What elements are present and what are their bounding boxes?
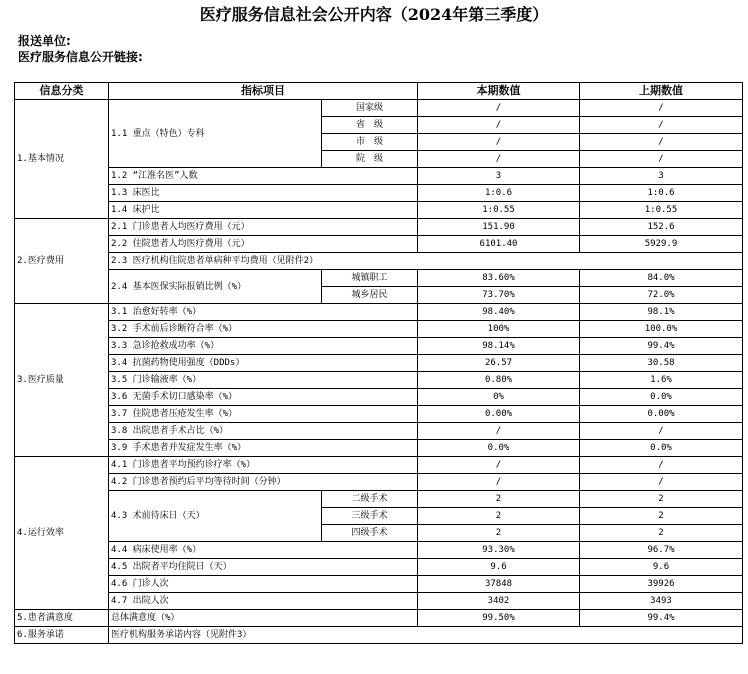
table-row bbox=[15, 440, 743, 457]
previous-value: 99.4% bbox=[580, 338, 743, 355]
table-header-row bbox=[15, 83, 743, 100]
current-value: 26.57 bbox=[418, 355, 580, 372]
table-row bbox=[15, 304, 743, 321]
current-value: 1:0.55 bbox=[418, 202, 580, 219]
previous-value: / bbox=[580, 457, 743, 474]
sub-label: 二级手术 bbox=[322, 491, 418, 508]
previous-value: 3493 bbox=[580, 593, 743, 610]
current-value: 98.40% bbox=[418, 304, 580, 321]
current-value: 0.00% bbox=[418, 406, 580, 423]
table-row bbox=[15, 168, 743, 185]
table-row bbox=[15, 593, 743, 610]
table-row bbox=[15, 253, 743, 270]
table-row bbox=[15, 202, 743, 219]
indicator-label: 2.2 住院患者人均医疗费用（元） bbox=[109, 236, 418, 253]
indicator-label: 3.5 门诊输液率（%） bbox=[109, 372, 418, 389]
previous-value: 0.00% bbox=[580, 406, 743, 423]
previous-value: 100.0% bbox=[580, 321, 743, 338]
current-value: / bbox=[418, 474, 580, 491]
previous-value: 5929.9 bbox=[580, 236, 743, 253]
header-previous: 上期数值 bbox=[580, 83, 743, 100]
table-row bbox=[15, 576, 743, 593]
previous-value: 1.6% bbox=[580, 372, 743, 389]
sub-label: 市 级 bbox=[322, 134, 418, 151]
table-row bbox=[15, 457, 743, 474]
indicator-label: 2.4 基本医保实际报销比例（%） bbox=[109, 270, 322, 304]
table-row bbox=[15, 389, 743, 406]
table-row bbox=[15, 185, 743, 202]
indicator-label: 2.3 医疗机构住院患者单病种平均费用（见附件2） bbox=[109, 253, 743, 270]
previous-value: 30.58 bbox=[580, 355, 743, 372]
indicator-label: 1.3 床医比 bbox=[109, 185, 418, 202]
indicator-label: 4.5 出院者平均住院日（天） bbox=[109, 559, 418, 576]
indicator-label: 4.4 病床使用率（%） bbox=[109, 542, 418, 559]
sub-label: 国家级 bbox=[322, 100, 418, 117]
current-value: 3 bbox=[418, 168, 580, 185]
disclosure-table bbox=[14, 82, 743, 644]
indicator-label: 4.2 门诊患者预约后平均等待时间（分钟） bbox=[109, 474, 418, 491]
sub-label: 三级手术 bbox=[322, 508, 418, 525]
previous-value: 3 bbox=[580, 168, 743, 185]
current-value: 2 bbox=[418, 491, 580, 508]
current-value: 3402 bbox=[418, 593, 580, 610]
previous-value: / bbox=[580, 134, 743, 151]
sub-label: 城乡居民 bbox=[322, 287, 418, 304]
indicator-label: 3.3 急诊抢救成功率（%） bbox=[109, 338, 418, 355]
previous-value: / bbox=[580, 117, 743, 134]
table-row bbox=[15, 559, 743, 576]
header-category: 信息分类 bbox=[15, 83, 109, 100]
current-value: / bbox=[418, 457, 580, 474]
previous-value: 1:0.55 bbox=[580, 202, 743, 219]
current-value: 9.6 bbox=[418, 559, 580, 576]
current-value: 0.0% bbox=[418, 440, 580, 457]
previous-value: 9.6 bbox=[580, 559, 743, 576]
indicator-label: 3.2 手术前后诊断符合率（%） bbox=[109, 321, 418, 338]
indicator-label: 3.8 出院患者手术占比（%） bbox=[109, 423, 418, 440]
indicator-label: 4.7 出院人次 bbox=[109, 593, 418, 610]
previous-value: 0.0% bbox=[580, 389, 743, 406]
indicator-label: 总体满意度（%） bbox=[109, 610, 418, 627]
indicator-label: 3.9 手术患者并发症发生率（%） bbox=[109, 440, 418, 457]
table-row bbox=[15, 610, 743, 627]
previous-value: 1:0.6 bbox=[580, 185, 743, 202]
table-row bbox=[15, 491, 743, 508]
current-value: 98.14% bbox=[418, 338, 580, 355]
indicator-label: 3.6 无菌手术切口感染率（%） bbox=[109, 389, 418, 406]
indicator-label: 4.3 术前待床日（天） bbox=[109, 491, 322, 542]
current-value: 99.50% bbox=[418, 610, 580, 627]
previous-value: 2 bbox=[580, 508, 743, 525]
page-title: 医疗服务信息社会公开内容（2024年第三季度） bbox=[199, 5, 549, 24]
reporting-unit-label: 报送单位: bbox=[18, 34, 71, 48]
indicator-label: 2.1 门诊患者人均医疗费用（元） bbox=[109, 219, 418, 236]
current-value: 0.80% bbox=[418, 372, 580, 389]
disclosure-link-label: 医疗服务信息公开链接: bbox=[18, 50, 143, 64]
table-row bbox=[15, 219, 743, 236]
indicator-label: 1.2 “江淮名医”人数 bbox=[109, 168, 418, 185]
current-value: 83.60% bbox=[418, 270, 580, 287]
table-row bbox=[15, 270, 743, 287]
table-row bbox=[15, 627, 743, 644]
previous-value: / bbox=[580, 423, 743, 440]
current-value: 151.90 bbox=[418, 219, 580, 236]
current-value: / bbox=[418, 100, 580, 117]
previous-value: 98.1% bbox=[580, 304, 743, 321]
indicator-label: 1.4 床护比 bbox=[109, 202, 418, 219]
current-value: 37848 bbox=[418, 576, 580, 593]
indicator-label: 医疗机构服务承诺内容（见附件3） bbox=[109, 627, 743, 644]
indicator-label: 4.1 门诊患者平均预约诊疗率（%） bbox=[109, 457, 418, 474]
category-cost: 2.医疗费用 bbox=[15, 219, 109, 304]
table-row bbox=[15, 423, 743, 440]
indicator-label: 1.1 重点（特色）专科 bbox=[109, 100, 322, 168]
previous-value: 96.7% bbox=[580, 542, 743, 559]
previous-value: / bbox=[580, 151, 743, 168]
previous-value: 152.6 bbox=[580, 219, 743, 236]
current-value: / bbox=[418, 134, 580, 151]
current-value: / bbox=[418, 117, 580, 134]
previous-value: 84.0% bbox=[580, 270, 743, 287]
table-row bbox=[15, 338, 743, 355]
current-value: 73.70% bbox=[418, 287, 580, 304]
current-value: 6101.40 bbox=[418, 236, 580, 253]
previous-value: 2 bbox=[580, 525, 743, 542]
sub-label: 省 级 bbox=[322, 117, 418, 134]
indicator-label: 4.6 门诊人次 bbox=[109, 576, 418, 593]
previous-value: / bbox=[580, 100, 743, 117]
previous-value: 2 bbox=[580, 491, 743, 508]
previous-value: / bbox=[580, 474, 743, 491]
current-value: 2 bbox=[418, 508, 580, 525]
current-value: 2 bbox=[418, 525, 580, 542]
current-value: 0% bbox=[418, 389, 580, 406]
indicator-label: 3.4 抗菌药物使用强度（DDDs） bbox=[109, 355, 418, 372]
category-quality: 3.医疗质量 bbox=[15, 304, 109, 457]
header-indicator: 指标项目 bbox=[109, 83, 418, 100]
current-value: 100% bbox=[418, 321, 580, 338]
previous-value: 72.0% bbox=[580, 287, 743, 304]
table-row bbox=[15, 406, 743, 423]
previous-value: 39926 bbox=[580, 576, 743, 593]
table-row bbox=[15, 372, 743, 389]
indicator-label: 3.7 住院患者压疮发生率（%） bbox=[109, 406, 418, 423]
previous-value: 0.0% bbox=[580, 440, 743, 457]
category-efficiency: 4.运行效率 bbox=[15, 457, 109, 610]
category-basic: 1.基本情况 bbox=[15, 100, 109, 219]
table-row bbox=[15, 474, 743, 491]
table-row bbox=[15, 100, 743, 117]
table-row bbox=[15, 355, 743, 372]
indicator-label: 3.1 治愈好转率（%） bbox=[109, 304, 418, 321]
table-row bbox=[15, 236, 743, 253]
table-row bbox=[15, 321, 743, 338]
previous-value: 99.4% bbox=[580, 610, 743, 627]
header-current: 本期数值 bbox=[418, 83, 580, 100]
current-value: / bbox=[418, 423, 580, 440]
current-value: / bbox=[418, 151, 580, 168]
category-satisfaction: 5.患者满意度 bbox=[15, 610, 109, 627]
sub-label: 四级手术 bbox=[322, 525, 418, 542]
current-value: 1:0.6 bbox=[418, 185, 580, 202]
table-row bbox=[15, 542, 743, 559]
sub-label: 城镇职工 bbox=[322, 270, 418, 287]
current-value: 93.30% bbox=[418, 542, 580, 559]
sub-label: 院 级 bbox=[322, 151, 418, 168]
category-service-commitment: 6.服务承诺 bbox=[15, 627, 109, 644]
